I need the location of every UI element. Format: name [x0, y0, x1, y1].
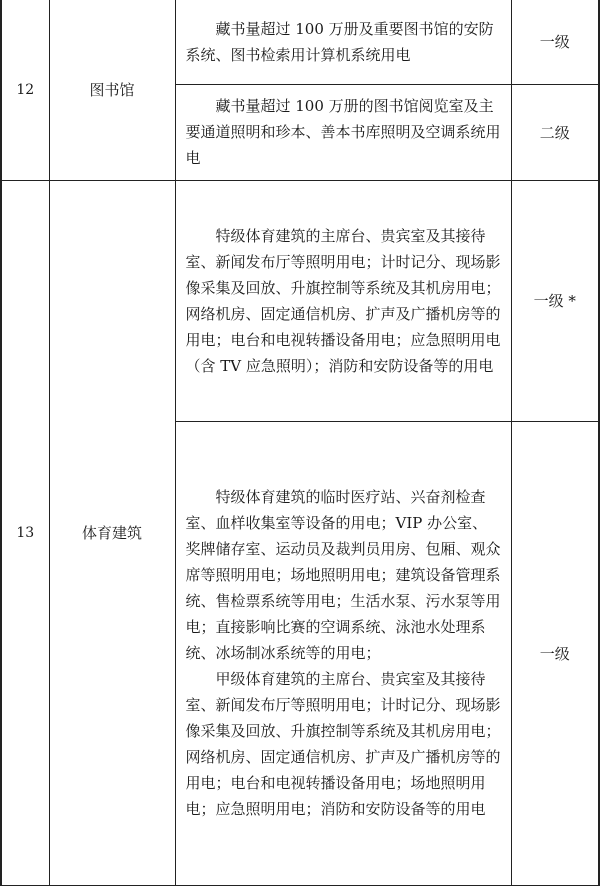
load-grade: 一级	[511, 421, 599, 885]
building-type: 图书馆	[49, 0, 175, 180]
row-number: 13	[1, 180, 49, 885]
load-grade: 二级	[511, 84, 599, 180]
description-paragraph: 特级体育建筑的主席台、贵宾室及其接待室、新闻发布厅等照明用电；计时记分、现场影像采集及回放、升旗控制等系统及其机房用电；网络机房、固定通信机房、扩声及广播机房等的用电；电台和电视转播设备用电；应急照明用电（含 TV 应急照明）；消防和安防设备等的用电	[185, 226, 501, 375]
description-paragraph: 甲级体育建筑的主席台、贵宾室及其接待室、新闻发布厅等照明用电；计时记分、现场影像采集及回放、升旗控制等系统及其机房用电；网络机房、固定通信机房、扩声及广播机房等的用电；电台和电视转播设备用电；场地照明用电；应急照明用电；消防和安防设备等的用电	[185, 670, 501, 818]
description-paragraph: 藏书量超过 100 万册及重要图书馆的安防系统、图书检索用计算机系统用电	[185, 19, 494, 64]
building-type: 体育建筑	[49, 180, 175, 885]
load-description	[175, 84, 511, 180]
load-description	[175, 180, 511, 421]
row-number: 12	[1, 0, 49, 180]
load-grade: 一级 *	[511, 180, 599, 421]
load-grade: 一级	[511, 0, 599, 84]
description-paragraph: 藏书量超过 100 万册的图书馆阅览室及主要通道照明和珍本、善本书库照明及空调系统用电	[185, 97, 501, 167]
description-paragraph: 特级体育建筑的临时医疗站、兴奋剂检查室、血样收集室等设备的用电；VIP 办公室、奖牌储存室、运动员及裁判员用房、包厢、观众席等照明用电；场地照明用电；建筑设备管理系统、售检票系统等用电；生活水泵、污水泵等用电；直接影响比赛的空调系统、泳池水处理系统、冰场制冰系统等的用电；	[185, 488, 501, 662]
load-description	[175, 0, 511, 84]
load-description	[175, 421, 511, 885]
